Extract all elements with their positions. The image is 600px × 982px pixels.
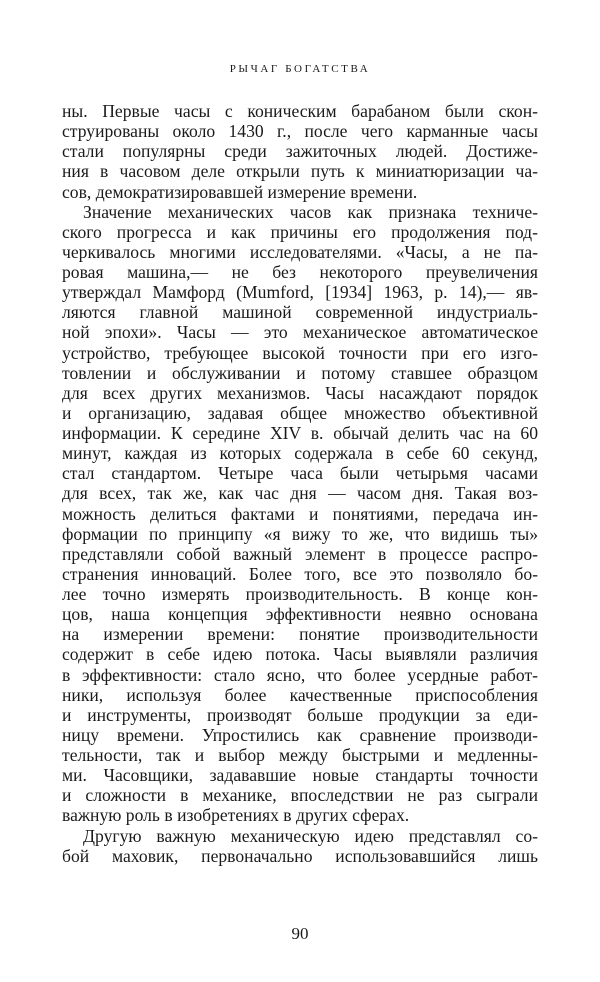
text-line: стал стандартом. Четыре часа были четырьмя часами [62, 463, 538, 484]
text-line: и инструменты, производят больше продукции за еди- [62, 704, 538, 725]
text-line: бой маховик, первоначально использовавшийся лишь [62, 845, 538, 866]
text-line: странения инноваций. Более того, все это позволяло бо- [62, 563, 538, 584]
text-line: ми. Часовщики, задававшие новые стандарты точности [62, 765, 538, 786]
paragraph [62, 101, 538, 202]
paragraph [62, 826, 538, 866]
paragraph [62, 202, 538, 826]
text-line: ники, используя более качественные приспособления [62, 684, 538, 705]
text-line: ровая машина,— не без некоторого преувеличения [62, 262, 538, 282]
text-line: ницу времени. Упростились как сравнение производи- [62, 724, 538, 745]
text-line: важную роль в изобретениях в других сферах. [62, 805, 410, 826]
text-line: для всех, так же, как час дня — часом дня. Такая воз- [62, 483, 538, 504]
text-line: стали популярны среди зажиточных людей. Достиже- [62, 141, 538, 162]
text-line: лее точно измерять производительность. В конце кон- [62, 584, 538, 604]
text-line: можность делиться фактами и понятиями, передача ин- [62, 503, 538, 524]
text-line: минут, каждая из которых содержала в себе 60 секунд, [62, 443, 538, 464]
text-line: черкивалось многими исследователями. «Часы, а не па- [62, 241, 538, 262]
text-line: на измерении времени: понятие производительности [62, 624, 538, 645]
text-line: ского прогресса и как причины его продолжения под- [62, 221, 538, 242]
text-line: устройство, требующее высокой точности при его изго- [62, 342, 538, 363]
text-line: ной эпохи». Часы — это механическое автоматическое [62, 322, 538, 343]
text-line: информации. К середине XIV в. обычай делить час на 60 [62, 423, 538, 443]
text-line: ляются главной машиной современной индустриаль- [62, 302, 538, 323]
text-line: Другую важную механическую идею представлял со- [83, 825, 538, 846]
page-number: 90 [291, 924, 309, 943]
text-line: товлении и обслуживании и потому ставшее образцом [62, 362, 538, 383]
text-line: ния в часовом деле открыли путь к миниатюризации ча- [62, 161, 538, 182]
body-text [62, 101, 538, 866]
text-line: и сложности в механике, впоследствии не раз сыграли [62, 785, 538, 806]
text-line: формации по принципу «я вижу то же, что видишь ты» [62, 523, 538, 544]
text-line: представляли собой важный элемент в процессе распро- [62, 543, 538, 564]
text-line: и организацию, задавая общее множество объективной [62, 402, 538, 423]
text-line: ны. Первые часы с коническим барабаном были скон- [62, 101, 538, 121]
text-line: цов, наша концепция эффективности неявно основана [62, 604, 538, 625]
text-line: утверждал Мамфорд (Mumford, [1934] 1963, p. 14),— яв- [62, 282, 538, 303]
text-line: тельности, так и выбор между быстрыми и медленны- [62, 745, 538, 765]
text-line: струированы около 1430 г., после чего карманные часы [62, 121, 538, 142]
text-line: в эффективности: стало ясно, что более усердные работ- [62, 664, 538, 685]
text-line: для всех других механизмов. Часы насаждают порядок [62, 382, 538, 403]
text-line: содержит в себе идею потока. Часы выявляли различия [62, 644, 538, 665]
text-line: Значение механических часов как признака техниче- [83, 201, 538, 222]
text-line: сов, демократизировавшей измерение времени. [62, 181, 418, 202]
running-header: РЫЧАГ БОГАТСТВА [229, 63, 371, 75]
